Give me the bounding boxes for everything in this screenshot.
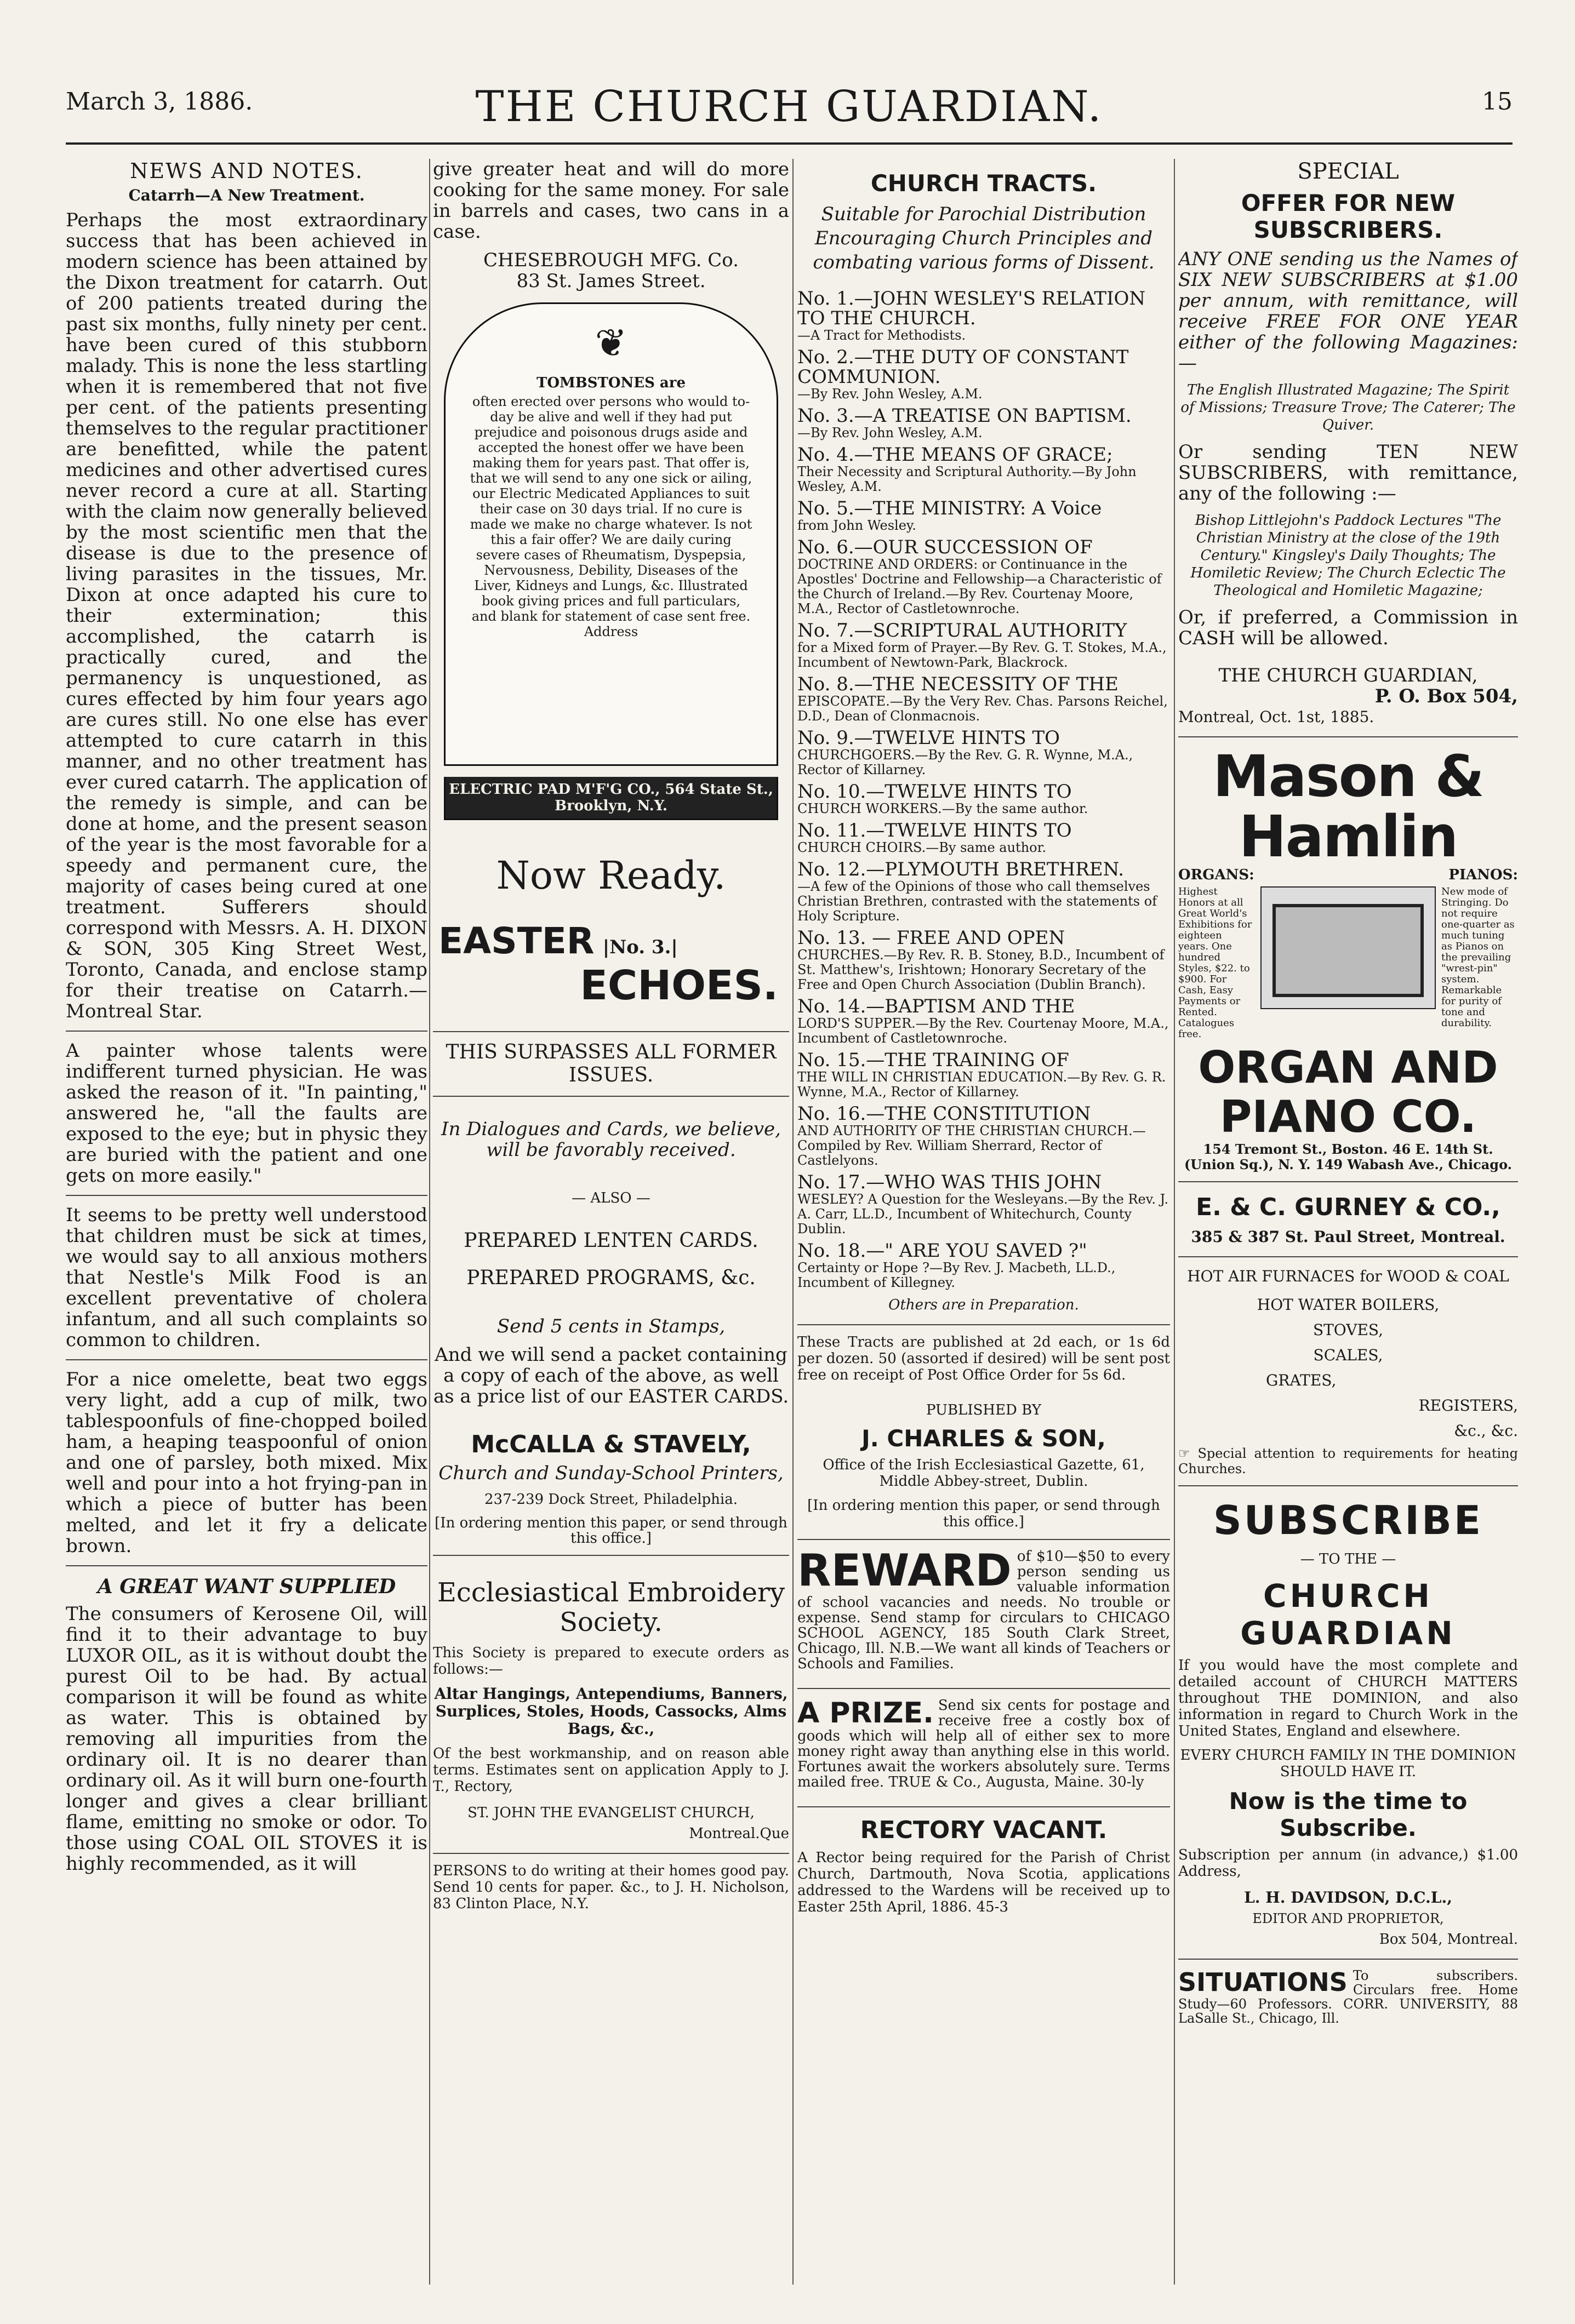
article-omelette: For a nice omelette, beat two eggs very light, add a cup of milk, two tablespoonfuls of fine-chopped boiled ham, a heaping teaspoonful of onion and one of parsley, both mixed. Mix well and pour into a hot frying-pan in which a piece of butter has been melted, and let it fry a delicate brown. (66, 1369, 427, 1557)
books-list: Bishop Littlejohn's Paddock Lectures "The Christian Ministry at the close of the 19th Century." Kingsley's Daily Thoughts; The Homiletic Review; The Church Eclectic The Theological and Homiletic Magazine; (1190, 512, 1506, 599)
divider (1178, 1959, 1518, 1960)
tomb-title: TOMBSTONES are (536, 375, 686, 391)
or-preferred: Or, if preferred, a Commission in CASH will be allowed. (1178, 606, 1518, 649)
column-tracts (797, 159, 1170, 2285)
column-rule (792, 159, 794, 2285)
article-nestle: It seems to be pretty well understood that children must be sick at times, we would say to all anxious mothers that Nestle's Milk Food is an excellent preventative of cholera infantum, and all such complaints so common to children. (66, 1204, 427, 1351)
persons-ad: PERSONS to do writing at their homes good pay. Send 10 cents for paper. &c., to J. H. Nicholson, 83 Clinton Place, N.Y. (433, 1863, 789, 1912)
organ-piano-co: ORGAN AND PIANO CO. (1198, 1042, 1498, 1142)
offer-heading: OFFER FOR NEW SUBSCRIBERS. (1241, 190, 1456, 243)
column-rule (1174, 159, 1175, 2285)
offer-text: ANY ONE sending us the Names of SIX NEW SUBSCRIBERS at $1.00 per annum, with remittance, will receive FREE FOR ONE YEAR either of the following Magazines:— (1178, 248, 1518, 374)
embroidery-text: This Society is prepared to execute orders as follows:— (433, 1645, 789, 1678)
list-item: No. 5.—THE MINISTRY: A Voice from John Wesley. (797, 497, 1102, 533)
want-heading: A GREAT WANT SUPPLIED (97, 1575, 396, 1598)
tracts-price: These Tracts are published at 2d each, or 1s 6d per dozen. 50 (assorted if desired) will be sent post free on receipt of Post Office Order for 5s 6d. (797, 1334, 1170, 1383)
special-heading: SPECIAL (1297, 159, 1399, 184)
news-subheading: Catarrh—A New Treatment. (128, 186, 365, 204)
prize-text: Send six cents for postage and receive free a costly box of goods which will help all of either sex to more money right away than anything else in this world. Fortunes await the workers absolutely sure. Terms mailed free. TRUE & Co., Augusta, Maine. 30-ly (797, 1697, 1170, 1790)
list-item: No. 11.—TWELVE HINTS TO CHURCH CHOIRS.—By same author. (797, 820, 1072, 855)
reward-text: of $10—$50 to every person sending us valuable information of school vacancies and needs. No trouble or expense. Send stamp for circulars to CHICAGO SCHOOL AGENCY, 185 South Clark Street, Chicago, Ill. N.B.—We want all kinds of Teachers or Schools and Families. (797, 1548, 1170, 1672)
gurney-item: GRATES, (1266, 1371, 1337, 1389)
charles-name: J. CHARLES & SON, (861, 1425, 1106, 1452)
organs-label: ORGANS: (1178, 867, 1254, 883)
dialogues-text: In Dialogues and Cards, we believe, will be favorably received. (441, 1118, 781, 1161)
divider (797, 1324, 1170, 1325)
tracts-heading: CHURCH TRACTS. (870, 170, 1097, 197)
article-luxor-oil: The consumers of Kerosene Oil, will find it to their advantage to buy LUXOR OIL, as it is without doubt the purest Oil to be had. By actual comparison it will be found as white as water. This is obtained by removing all impurities from the ordinary oil. It is no dearer than ordinary oil. As it will burn one-fourth longer and gives a clear brilliant flame, emitting no smoke or odor. To those using COAL OIL STOVES it is highly recommended, as it will (66, 1603, 427, 1875)
easter-word: EASTER (438, 920, 595, 962)
column-ads-middle (433, 159, 789, 2285)
divider (433, 1031, 789, 1032)
tracts-list (797, 289, 1170, 1290)
echoes-word: ECHOES. (580, 962, 778, 1009)
list-item: No. 18.—" ARE YOU SAVED ?" Certainty or Hope ?—By Rev. J. Macbeth, LL.D., Incumbent of Killegney. (797, 1240, 1116, 1290)
mccalla-address: 237-239 Dock Street, Philadelphia. (484, 1491, 738, 1508)
gurney-item: HOT WATER BOILERS, (1257, 1296, 1440, 1314)
divider (66, 1031, 427, 1032)
guardian-name: THE CHURCH GUARDIAN, (1218, 665, 1478, 686)
every-family: EVERY CHURCH FAMILY IN THE DOMINION SHOULD HAVE IT. (1180, 1747, 1516, 1780)
magazines-list: The English Illustrated Magazine; The Spirit of Missions; Treasure Trove; The Caterer; The Quiver. (1180, 382, 1516, 433)
editor: EDITOR AND PROPRIETOR, (1252, 1911, 1444, 1926)
firm-address: 83 St. James Street. (516, 270, 706, 292)
article-catarrh: Perhaps the most extraordinary success that has been achieved in modern science has been attained by the Dixon treatment for catarrh. Out of 200 patients treated during the past six months, fully ninety per cent. have been cured of this stubborn malady. This is none the less startling when it is remembered that not five per cent. of the patients presenting themselves to the regular practitioner are benefitted, while the patent medicines and other advertised cures never record a cure at all. Starting with the claim now generally believed by the most scientific men that the disease is due to the presence of living parasites in the tissues, Mr. Dixon at once adapted his cure to their extermination; this accomplished, the catarrh is practically cured, and the permanency is unquestioned, as cures effected by him four years ago are cures still. No one else has ever attempted to cure catarrh in this manner, and no other treatment has ever cured catarrh. The application of the remedy is simple, and can be done at home, and the present season of the year is the most favorable for a speedy and permanent cure, the majority of cases being cured at one treatment. Sufferers should correspond with Messrs. A. H. DIXON & SON, 305 King Street West, Toronto, Canada, and enclose stamp for their treatise on Catarrh.—Montreal Star. (66, 209, 427, 1022)
firm-name: CHESEBROUGH MFG. Co. (483, 249, 739, 271)
list-item: No. 6.—OUR SUCCESSION OF DOCTRINE AND ORDERS: or Continuance in the Apostles' Doctrine and Fellowship—a Characteristic of the Church of Ireland.—By Rev. Courtenay Moore, M.A., Rector of Castletownroche. (797, 536, 1162, 616)
now-ready-heading: Now Ready. (496, 853, 726, 898)
charles-note: [In ordering mention this paper, or send through this office.] (807, 1497, 1160, 1530)
tomb-text: often erected over persons who would to-day be alive and well if they had put prejudice and poisonous drugs aside and accepted the honest offer we have been making them for years past. That offer is, that we will send to any one sick or ailing, our Electric Medicated Appliances to suit their case on 30 days trial. If no cure is made we make no charge whatever. Is not this a fair offer? We are daily curing severe cases of Rheumatism, Dyspepsia, Nervousness, Debility, Diseases of the Liver, Kidneys and Lungs, &c. Illustrated book giving prices and full particulars, and blank for statement of case sent free. Address (470, 394, 752, 639)
prepared-programs: PREPARED PROGRAMS, &c. (466, 1267, 756, 1289)
mason-hamlin-logo: Mason & Hamlin (1213, 743, 1483, 870)
column-news (66, 159, 427, 2285)
to-the: — TO THE — (1300, 1551, 1396, 1567)
church-guardian-heading: CHURCH GUARDIAN (1240, 1577, 1456, 1652)
situations-text: To subscribers. Circulars free. Home Study—60 Professors. CORR. UNIVERSITY, 88 LaSalle St., Chicago, Ill. (1178, 1968, 1518, 2026)
published-by: PUBLISHED BY (926, 1402, 1041, 1418)
divider (1178, 1181, 1518, 1182)
divider (1178, 1256, 1518, 1257)
surpasses-text: THIS SURPASSES ALL FORMER ISSUES. (446, 1041, 777, 1086)
organ-right-text: New mode of Stringing. Do not require one-quarter as much tuning as Pianos on the prevailing "wrest-pin" system. Remarkable for purity of tone and durability. (1441, 886, 1515, 1029)
davidson-name: L. H. DAVIDSON, D.C.L., (1244, 1888, 1452, 1907)
organ-left-text: Highest Honors at all Great World's Exhibitions for eighteen years. One hundred Styles, $22. to $900. For Cash, Easy Payments or Rented. Catalogues free. (1178, 886, 1252, 1040)
divider (433, 1853, 789, 1854)
gurney-item: REGISTERS, (1418, 1396, 1518, 1415)
mccalla-note: [In ordering mention this paper, or send through this office.] (435, 1515, 787, 1547)
furnaces: HOT AIR FURNACES for WOOD & COAL (1187, 1267, 1509, 1285)
tomb-footer: ELECTRIC PAD M'F'G CO., 564 State St., Brooklyn, N.Y. (444, 777, 778, 820)
embroidery-city: Montreal.Que (689, 1825, 789, 1842)
page-number: 15 (1482, 88, 1513, 116)
subscribe-text: If you would have the most complete and detailed account of CHURCH MATTERS throughout THE DOMINION, and also information in regard to Church Work in the United States, England and elsewhere. (1178, 1657, 1518, 1739)
issue-date: March 3, 1886. (66, 88, 253, 116)
rectory-text: A Rector being required for the Parish of Christ Church, Dartmouth, Nova Scotia, applications addressed to the Wardens will be received up to Easter 25th April, 1886. 45-3 (797, 1850, 1170, 1915)
send-packet: And we will send a packet containing a copy of each of the above, as well as a price list of our EASTER CARDS. (433, 1344, 789, 1407)
pianos-label: PIANOS: (1448, 867, 1518, 883)
organ-illustration (1178, 886, 1518, 1040)
column-rule (429, 159, 430, 2285)
now-time: Now is the time to Subscribe. (1229, 1788, 1468, 1841)
easter-heading (433, 920, 789, 962)
list-item: No. 16.—THE CONSTITUTION AND AUTHORITY OF THE CHRISTIAN CHURCH.—Compiled by Rev. William Sherrard, Rector of Castlelyons. (797, 1103, 1146, 1168)
gurney-address: 385 & 387 St. Paul Street, Montreal. (1191, 1228, 1505, 1246)
divider (797, 1688, 1170, 1689)
list-item: No. 8.—THE NECESSITY OF THE EPISCOPATE.—By the Very Rev. Chas. Parsons Reichel, D.D., Dean of Clonmacnois. (797, 673, 1168, 724)
oil-continued: give greater heat and will do more cooking for the same money. For sale in barrels and cases, two cans in a case. (433, 159, 789, 243)
article-painter: A painter whose talents were indifferent turned physician. He was asked the reason of it. "In painting," answered he, "all the faults are exposed to the eye; but in physic they are buried with the patient and one gets on more easily." (66, 1040, 427, 1187)
charles-address: Office of the Irish Ecclesiastical Gazette, 61, Middle Abbey-street, Dublin. (823, 1457, 1145, 1490)
prize-ad (797, 1698, 1170, 1798)
divider (797, 1539, 1170, 1540)
list-item: No. 15.—THE TRAINING OF THE WILL IN CHRISTIAN EDUCATION.—By Rev. G. R. Wynne, M.A., Rector of Killarney. (797, 1049, 1166, 1100)
embroidery-church: ST. JOHN THE EVANGELIST CHURCH, (467, 1805, 755, 1821)
gurney-item: SCALES, (1313, 1346, 1383, 1364)
list-item: No. 12.—PLYMOUTH BRETHREN. —A few of the Opinions of those who call themselves Christian Brethren, contrasted with the statements of Holy Scripture. (797, 858, 1157, 924)
gurney-item: STOVES, (1312, 1321, 1384, 1339)
divider (1178, 736, 1518, 737)
piano-image-icon (1260, 886, 1436, 1009)
list-item: No. 14.—BAPTISM AND THE LORD'S SUPPER.—By the Rev. Courtenay Moore, M.A., Incumbent of Castletownroche. (797, 995, 1169, 1046)
embroidery-items: Altar Hangings, Antependiums, Banners, Surplices, Stoles, Hoods, Cassocks, Alms Bags, &c., (434, 1685, 788, 1738)
list-item: No. 1.—JOHN WESLEY'S RELATION TO THE CHURCH. —A Tract for Methodists. (797, 288, 1146, 343)
situations-word: SITUATIONS (1178, 1967, 1348, 1997)
embroidery-text2: Of the best workmanship, and on reason able terms. Estimates sent on application Apply to J. T., Rectory, (433, 1745, 789, 1795)
also-text: — ALSO — (572, 1190, 650, 1206)
prize-word: A PRIZE. (797, 1697, 934, 1730)
mccalla-name: McCALLA & STAVELY, (471, 1430, 751, 1458)
news-heading: NEWS AND NOTES. (130, 159, 363, 183)
column-subscribers (1178, 159, 1518, 2285)
divider (433, 1096, 789, 1097)
divider (797, 1806, 1170, 1807)
gurney-name: E. & C. GURNEY & CO., (1196, 1193, 1500, 1221)
subscription-price: Subscription per annum (in advance,) $1.00 Address, (1178, 1847, 1518, 1880)
list-item: No. 4.—THE MEANS OF GRACE; Their Necessity and Scriptural Authority.—By John Wesley, A.M. (797, 444, 1137, 494)
list-item: No. 10.—TWELVE HINTS TO CHURCH WORKERS.—By the same author. (797, 781, 1088, 816)
newspaper-title: THE CHURCH GUARDIAN. (475, 82, 1103, 131)
reward-ad (797, 1545, 1170, 1679)
lenten-cards: PREPARED LENTEN CARDS. (464, 1229, 758, 1252)
po-box: P. O. Box 504, (1374, 685, 1518, 707)
special-attention: ☞ Special attention to requirements for heating Churches. (1178, 1446, 1518, 1476)
list-item: No. 7.—SCRIPTURAL AUTHORITY for a Mixed form of Prayer.—By Rev. G. T. Stokes, M.A., Incumbent of Newtown-Park, Blackrock. (797, 620, 1167, 670)
divider (1178, 1485, 1518, 1486)
in-preparation: Others are in Preparation. (888, 1297, 1079, 1313)
box-address: Box 504, Montreal. (1379, 1931, 1518, 1948)
divider (66, 1195, 427, 1196)
printers-line: Church and Sunday-School Printers, (438, 1462, 784, 1484)
masthead (66, 82, 1513, 145)
divider (433, 1555, 789, 1556)
or-ten-text: Or sending TEN NEW SUBSCRIBERS, with remittance, any of the following :— (1178, 441, 1518, 505)
leaf-ornament-icon: ❦ (595, 320, 627, 365)
montreal-date: Montreal, Oct. 1st, 1885. (1178, 708, 1374, 726)
divider (66, 1565, 427, 1566)
situations-ad (1178, 1968, 1518, 2033)
tombstone-ad (444, 302, 778, 766)
divider (66, 1359, 427, 1360)
embroidery-heading: Ecclesiastical Embroidery Society. (437, 1577, 785, 1638)
gurney-item: &c., &c. (1454, 1422, 1518, 1440)
subscribe-heading: SUBSCRIBE (1213, 1497, 1483, 1543)
list-item: No. 17.—WHO WAS THIS JOHN WESLEY? A Question for the Wesleyans.—By the Rev. J. A. Carr, LL.D., Incumbent of Whitechurch, County Dublin. (797, 1171, 1169, 1237)
rectory-heading: RECTORY VACANT. (860, 1816, 1108, 1844)
easter-number: |No. 3.| (602, 936, 678, 958)
pointing-hand-icon: ☞ (1178, 1446, 1198, 1461)
list-item: No. 2.—THE DUTY OF CONSTANT COMMUNION. —By Rev. John Wesley, A.M. (797, 346, 1129, 402)
list-item: No. 13. — FREE AND OPEN CHURCHES.—By Rev. R. B. Stoney, B.D., Incumbent of St. Matthew's, Irishtown; Honorary Secretary of the Free and Open Church Association (Dublin Branch). (797, 927, 1165, 992)
list-item: No. 9.—TWELVE HINTS TO CHURCHGOERS.—By the Rev. G. R. Wynne, M.A., Rector of Killarney. (797, 727, 1133, 777)
reward-word: REWARD (797, 1545, 1012, 1596)
list-item: No. 3.—A TREATISE ON BAPTISM. —By Rev. John Wesley, A.M. (797, 405, 1132, 440)
tracts-subheading: Suitable for Parochial Distribution Encouraging Church Principles and combating various forms of Dissent. (813, 203, 1155, 273)
send-cents: Send 5 cents in Stamps, (497, 1315, 726, 1337)
organ-address: 154 Tremont St., Boston. 46 E. 14th St. (Union Sq.), N. Y. 149 Wabash Ave., Chicago. (1184, 1141, 1513, 1172)
